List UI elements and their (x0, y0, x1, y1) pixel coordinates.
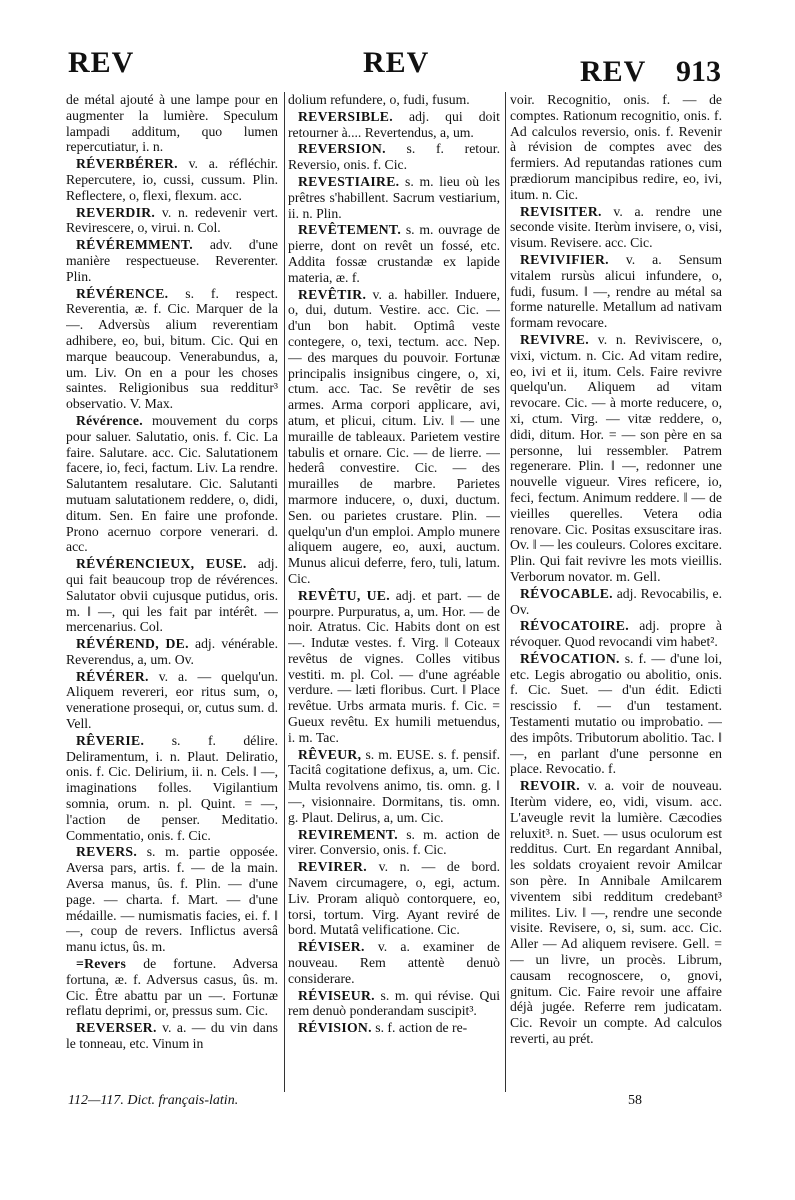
entry-definition: adj. et part. — de pourpre. Purpuratus, a, um. Hor. — de noir. Atratus. Cic. Habits dont on est —. Indutæ vestes. f. Virg. ‖ Coteaux revêtus de vignes. Colles vitibus vestiti. m. pl. Col. — d'une agréable verdure. — læti floribus. Curt. ‖ Place revêtue. Urbs armata muris. f. Cic. = Gueux revêtu. Ex humili metuendus, i. m. Tac. (288, 587, 500, 745)
dictionary-entry (66, 413, 278, 555)
entry-headword: RÉVÉRENCIEUX, EUSE. (76, 556, 247, 572)
dictionary-entry (288, 988, 500, 1020)
entry-definition: v. a. voir de nouveau. Iterùm videre, eo, vidi, visum. acc. L'aveugle revit la lumière. Cæcodies reluxit³. n. Suet. — usus oculorum est redditus. Curt. En regardant Annibal, les soldats croyaient revoir Amilcar son père. In Annibale Amilcarem viventem sibi redditum credebant³ milites. Liv. ‖ —, rendre une seconde visite. Revisere, o, si, sum. acc. Cic. Aller — Ad aliquem revisere. Gell. = — un livre, un procès. Librum, causam recognoscere, o, gnovi, gnitum. Cic. Faire revoir une affaire déjà jugée. Referre rem judicatam. Cic. Revoir un compte. Ad calculos reverti, au prét. (510, 778, 722, 1047)
dictionary-column-3 (510, 92, 722, 1082)
entry-definition: s. f. délire. Deliramentum, i. n. Plaut. Deliratio, onis. f. Cic. Delirium, ii. n. Cels. ‖ —, imaginations folles. Vigilantium somnia, orum. n. pl. Quint. = —, l'action de penser. Meditatio. Commentatio, onis. f. Cic. (66, 732, 278, 843)
entry-definition: s. m. ouvrage de pierre, dont on revêt un fossé, etc. Addita fossæ crustandæ ex lapide materia, æ. f. (288, 222, 500, 285)
entry-definition: v. a. habiller. Induere, o, dui, dutum. Vestire. acc. Cic. — d'un bon habit. Optimâ veste contegere, o, texi, tectum. acc. Nep. — des marques du pouvoir. Fortunæ principalis insignibus cingere, o, xi, ctum. acc. Tac. Se revêtir de ses armes. Arma corpori applicare, avi, atum, et plicui, citum. Liv. ‖ — une muraille de tableaux. Parietem vestire tabulis et ornare. Cic. — de lierre. — hederâ convestire. Cic. — des murailles de marbre. Parietes marmore inducere, o, duxi, ductum. Sen. ou parietes crustare. Plin. — quelqu'un d'un emploi. Amplo munere aliquem augere, eo, auxi, auctum. Munus alicui deferre, fero, tuli, latum. Cic. (288, 286, 500, 586)
dictionary-column-1 (66, 92, 278, 1082)
entry-headword: RÉVISEUR. (298, 987, 375, 1003)
entry-definition: s. f. — d'une loi, etc. Legis abrogatio ou abolitio, onis. f. Cic. Suet. — d'un édit. Edicti rescissio f. — d'un testament. Testamenti mutatio ou improbatio. — des impôts. Tributorum abolitio. Tac. ‖ —, en parlant d'une personne en place. Revocatio. f. (510, 650, 722, 777)
entry-headword: RÉVOCABLE. (520, 585, 613, 601)
entry-definition: adj. propre à révoquer. Quod revocandi vim habet². (510, 618, 722, 650)
entry-definition: v. a. Sensum vitalem rursùs alicui infundere, o, fudi, fusum. ‖ —, rendre au métal sa forme naturelle. Metallum ad nativam formam revocare. (510, 251, 722, 331)
dictionary-entry (66, 956, 278, 1019)
entry-headword: RÉVOCATION. (520, 650, 620, 666)
dictionary-entry (510, 618, 722, 650)
dictionary-entry (66, 844, 278, 955)
entry-headword: REVIVRE. (520, 331, 589, 347)
dictionary-entry (66, 205, 278, 237)
entry-definition: voir. Recognitio, onis. f. — de comptes. Rationum recognitio, onis. f. Ad calculos reversio, onis. f. Revenir à révision de comptes avec des fermiers. Ad reputandas rationes cum prædiorum mancipibus redire, eo, ivi, itum. n. Cic. (510, 92, 722, 202)
entry-headword: RÉVÉRENCE. (76, 285, 169, 301)
entry-headword: RÉVISER. (298, 939, 365, 955)
entry-definition: adj. qui fait beaucoup trop de révérences. Salutator obvii cujusque putidus, oris. m. ‖ —, qui les fait par intérêt. — mercenarius. Col. (66, 556, 278, 635)
dictionary-entry (288, 222, 500, 285)
page-number: 913 (676, 55, 721, 88)
dictionary-entry (288, 92, 500, 108)
dictionary-column-2 (288, 92, 500, 1082)
entry-definition: s. f. action de re- (375, 1020, 468, 1036)
dictionary-entry (288, 1020, 500, 1036)
entry-headword: RÊVERIE. (76, 732, 145, 748)
entry-headword: =Revers (76, 956, 127, 972)
column-divider-1 (284, 92, 285, 1092)
entry-headword: REVERS. (76, 844, 138, 860)
entry-definition: s. m. EUSE. s. f. pensif. Tacitâ cogitatione defixus, a, um. Cic. Multa revolvens animo, tis. omn. g. ‖ —, visionnaire. Dormitans, tis. omn. g. Plaut. Delirus, a, um. Cic. (288, 746, 500, 825)
entry-definition: adj. Revocabilis, e. Ov. (510, 585, 722, 617)
dictionary-entry (66, 1020, 278, 1052)
dictionary-entry (510, 204, 722, 251)
dictionary-entry (66, 556, 278, 635)
dictionary-entry (288, 174, 500, 221)
dictionary-entry (66, 237, 278, 284)
entry-definition: de métal ajouté à une lampe pour en augmenter la lumière. Speculum lampadi additum, quo lumen repercutiatur, i. n. (66, 92, 278, 155)
entry-headword: REVÊTU, UE. (298, 587, 390, 603)
dictionary-entry (66, 636, 278, 668)
entry-headword: RÉVÉREMMENT. (76, 237, 194, 253)
sheet-number: 58 (628, 1093, 642, 1108)
dictionary-entry (66, 92, 278, 155)
entry-definition: v. a. examiner de nouveau. Rem attentè denuò considerare. (288, 939, 500, 986)
entry-definition: adj. qui doit retourner à.... Revertendus, a, um. (288, 108, 500, 140)
dictionary-entry (66, 156, 278, 203)
entry-definition: mouvement du corps pour saluer. Salutatio, onis. f. Cic. La faire. Salutare. acc. Cic. Salutationem facere, io, feci, factum. Liv. La rendre. Salutantem resalutare. Cic. Salutanti mutuam salutationem reddere, o, didi, ditum. Sen. En faire une profonde. Prono acernuo corpore venerari. d. acc. (66, 412, 278, 555)
dictionary-entry (288, 287, 500, 587)
page-footer (68, 1093, 728, 1109)
entry-definition: s. m. partie opposée. Aversa pars, artis. f. — de la main. Aversa manus, ûs. f. Plin. — d'une page. — charta. f. Mart. — d'une médaille. — numismatis facies, ei. f. ‖ —, coup de revers. Inflictus aversâ manu ictus, ûs. m. (66, 844, 278, 955)
dictionary-entry (510, 252, 722, 331)
entry-headword: REVISITER. (520, 203, 602, 219)
running-head-center: REV (363, 46, 430, 79)
dictionary-entry (288, 939, 500, 986)
entry-headword: REVIVIFIER. (520, 251, 609, 267)
dictionary-entry (510, 651, 722, 777)
entry-headword: RÉVÉREND, DE. (76, 636, 189, 652)
dictionary-entry (288, 109, 500, 141)
entry-headword: RÉVÉRER. (76, 668, 149, 684)
dictionary-entry (510, 92, 722, 203)
entry-definition: dolium refundere, o, fudi, fusum. (288, 92, 470, 107)
page-header (0, 0, 795, 92)
entry-definition: adj. vénérable. Reverendus, a, um. Ov. (66, 636, 278, 667)
dictionary-entry (288, 588, 500, 746)
column-divider-2 (505, 92, 506, 1092)
entry-headword: REVÊTIR. (298, 286, 367, 302)
entry-headword: Révérence. (76, 412, 143, 428)
dictionary-entry (288, 747, 500, 826)
entry-definition: s. m. lieu où les prêtres s'habillent. Sacrum vestiarium, ii. n. Plin. (288, 173, 500, 221)
entry-definition: v. a. réfléchir. Repercutere, io, cussi, cussum. Plin. Reflectere, o, flexi, flexum. acc. (66, 156, 278, 203)
entry-definition: s. f. retour. Reversio, onis. f. Cic. (288, 141, 500, 173)
entry-definition: s. m. qui révise. Qui rem denuò ponderandam suscipit³. (288, 987, 500, 1019)
entry-definition: v. a. rendre une seconde visite. Iterùm invisere, o, visi, visum. Revisere. acc. Cic. (510, 203, 722, 251)
entry-headword: REVESTIAIRE. (298, 173, 400, 189)
entry-headword: REVERSIBLE. (298, 108, 393, 124)
running-head-left: REV (68, 46, 135, 79)
entry-headword: REVIREMENT. (298, 826, 399, 842)
entry-definition: v. n. Reviviscere, o, vixi, victum. n. Cic. Ad vitam redire, eo, ivi et ii, itum. Cels. Faire revivre quelqu'un. Aliquem ad vitam revocare. Cic. — à morte reducere, o, xi, ctum. Virg. — vitæ reddere, o, didi, ditum. Hor. = — son père en sa personne, lui ressembler. Patrem regenerare. Plin. ‖ —, redonner une nouvelle vigueur. Vires reficere, io, feci, fectum. Animum reddere. ‖ — de vieilles querelles. Vetera odia renovare. Cic. Positas exsuscitare iras. Ov. ‖ — les couleurs. Colores excitare. Plin. Qui fait revivre les mots vieillis. Verborum novator. m. Gell. (510, 331, 722, 584)
entry-headword: RÉVISION. (298, 1020, 372, 1036)
dictionary-entry (510, 332, 722, 585)
dictionary-entry (66, 733, 278, 844)
entry-headword: REVOIR. (520, 778, 581, 794)
entry-headword: REVERSER. (76, 1020, 157, 1036)
entry-headword: REVIRER. (298, 859, 367, 875)
entry-definition: v. a. — quelqu'un. Aliquem revereri, eor ritus sum, o, veneratione prosequi, or, cutus sum. d. Vell. (66, 668, 278, 732)
entry-definition: s. m. action de virer. Conversio, onis. f. Cic. (288, 826, 500, 858)
running-head-right: REV (580, 55, 647, 88)
entry-definition: s. f. respect. Reverentia, æ. f. Cic. Marquer de la —. Adversùs alium reverentiam adhibere, eo, bui, bitum. Cic. Qui en marque beaucoup. Venerabundus, a, um. Liv. On en a pour les choses saintes. Religionibus sua redditur³ observatio. V. Max. (66, 285, 278, 412)
entry-headword: REVERDIR. (76, 204, 156, 220)
entry-definition: v. n. redevenir vert. Revirescere, o, virui. n. Col. (66, 204, 278, 236)
entry-definition: adv. d'une manière respectueuse. Reverenter. Plin. (66, 237, 278, 284)
entry-definition: v. n. — de bord. Navem circumagere, o, egi, actum. Liv. Proram aliquò contorquere, eo, torsi, tortum. Virg. Ayant reviré de bord. Mutatâ velificatione. Cic. (288, 859, 500, 938)
entry-definition: de fortune. Adversa fortuna, æ. f. Adversus casus, ûs. m. Cic. Être abattu par un —. Fortunæ reflatu deprimi, or, pressus sum. Cic. (66, 956, 278, 1019)
dictionary-entry (66, 669, 278, 732)
dictionary-entry (510, 586, 722, 618)
entry-headword: RÊVEUR, (298, 746, 362, 762)
dictionary-entry (288, 827, 500, 859)
entry-definition: v. a. — du vin dans le tonneau, etc. Vinum in (66, 1020, 278, 1052)
entry-headword: RÉVERBÉRER. (76, 156, 178, 172)
printer-signature: 112—117. Dict. français-latin. (68, 1093, 239, 1108)
dictionary-entry (510, 778, 722, 1047)
entry-headword: REVÊTEMENT. (298, 222, 402, 238)
dictionary-entry (66, 286, 278, 412)
entry-headword: REVERSION. (298, 141, 386, 157)
dictionary-entry (288, 859, 500, 938)
entry-headword: RÉVOCATOIRE. (520, 618, 629, 634)
dictionary-entry (288, 141, 500, 173)
